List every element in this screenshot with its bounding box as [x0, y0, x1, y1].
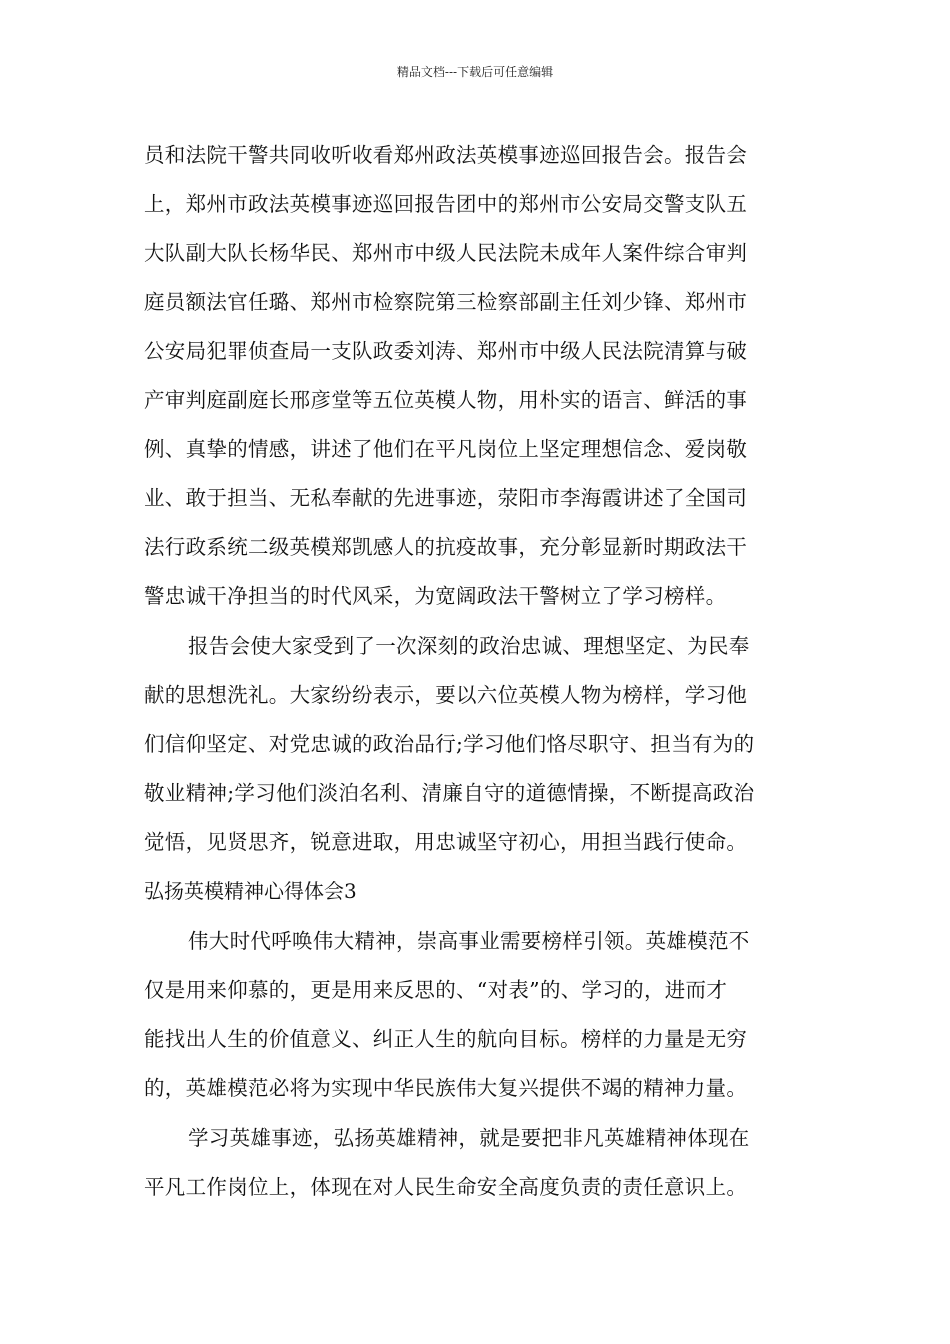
section-heading-text: 弘扬英模精神心得体会3	[144, 879, 357, 903]
text-line: 献的思想洗礼。大家纷纷表示，要以六位英模人物为榜样，学习他	[144, 683, 748, 707]
text-line: 的，英雄模范必将为实现中华民族伟大复兴提供不竭的精神力量。	[144, 1076, 748, 1100]
text-line: 公安局犯罪侦查局一支队政委刘涛、郑州市中级人民法院清算与破	[144, 339, 748, 363]
text-line: 们信仰坚定、对党忠诚的政治品行;学习他们恪尽职守、担当有为的	[144, 732, 755, 756]
text-line: 学习英雄事迹，弘扬英雄精神，就是要把非凡英雄精神体现在	[188, 1126, 750, 1150]
text-line: 敬业精神;学习他们淡泊名利、清廉自守的道德情操，不断提高政治	[144, 781, 755, 805]
text-line: 例、真挚的情感，讲述了他们在平凡岗位上坚定理想信念、爱岗敬	[144, 437, 748, 461]
text-line: 上，郑州市政法英模事迹巡回报告团中的郑州市公安局交警支队五	[144, 192, 748, 216]
text-line: 仅是用来仰慕的，更是用来反思的、“对表”的、学习的，进而才	[144, 978, 728, 1002]
text-line: 业、敢于担当、无私奉献的先进事迹，荥阳市李海霞讲述了全国司	[144, 486, 748, 510]
document-body	[144, 131, 814, 1212]
text-line: 庭员额法官任璐、郑州市检察院第三检察部副主任刘少锋、郑州市	[144, 290, 748, 314]
text-line: 伟大时代呼唤伟大精神，崇高事业需要榜样引领。英雄模范不	[188, 929, 750, 953]
text-line: 警忠诚干净担当的时代风采，为宽阔政法干警树立了学习榜样。	[144, 584, 727, 608]
paragraph	[144, 917, 814, 1113]
text-line: 产审判庭副庭长邢彦堂等五位英模人物，用朴实的语言、鲜活的事	[144, 388, 748, 412]
text-line: 法行政系统二级英模郑凯感人的抗疫故事，充分彰显新时期政法干	[144, 535, 748, 559]
paragraph	[144, 131, 814, 621]
text-line: 能找出人生的价值意义、纠正人生的航向目标。榜样的力量是无穷	[144, 1027, 748, 1051]
paragraph	[144, 1114, 814, 1212]
text-line: 大队副大队长杨华民、郑州市中级人民法院未成年人案件综合审判	[144, 241, 748, 265]
paragraph	[144, 622, 814, 867]
text-line: 觉悟，见贤思齐，锐意进取，用忠诚坚守初心，用担当践行使命。	[144, 830, 748, 854]
text-line: 报告会使大家受到了一次深刻的政治忠诚、理想坚定、为民奉	[188, 634, 750, 658]
page-header: 精品文档---下载后可任意编辑	[396, 65, 554, 79]
section-heading	[144, 867, 814, 916]
text-line: 员和法院干警共同收听收看郑州政法英模事迹巡回报告会。报告会	[144, 143, 748, 167]
text-line: 平凡工作岗位上，体现在对人民生命安全高度负责的责任意识上。	[144, 1175, 748, 1199]
